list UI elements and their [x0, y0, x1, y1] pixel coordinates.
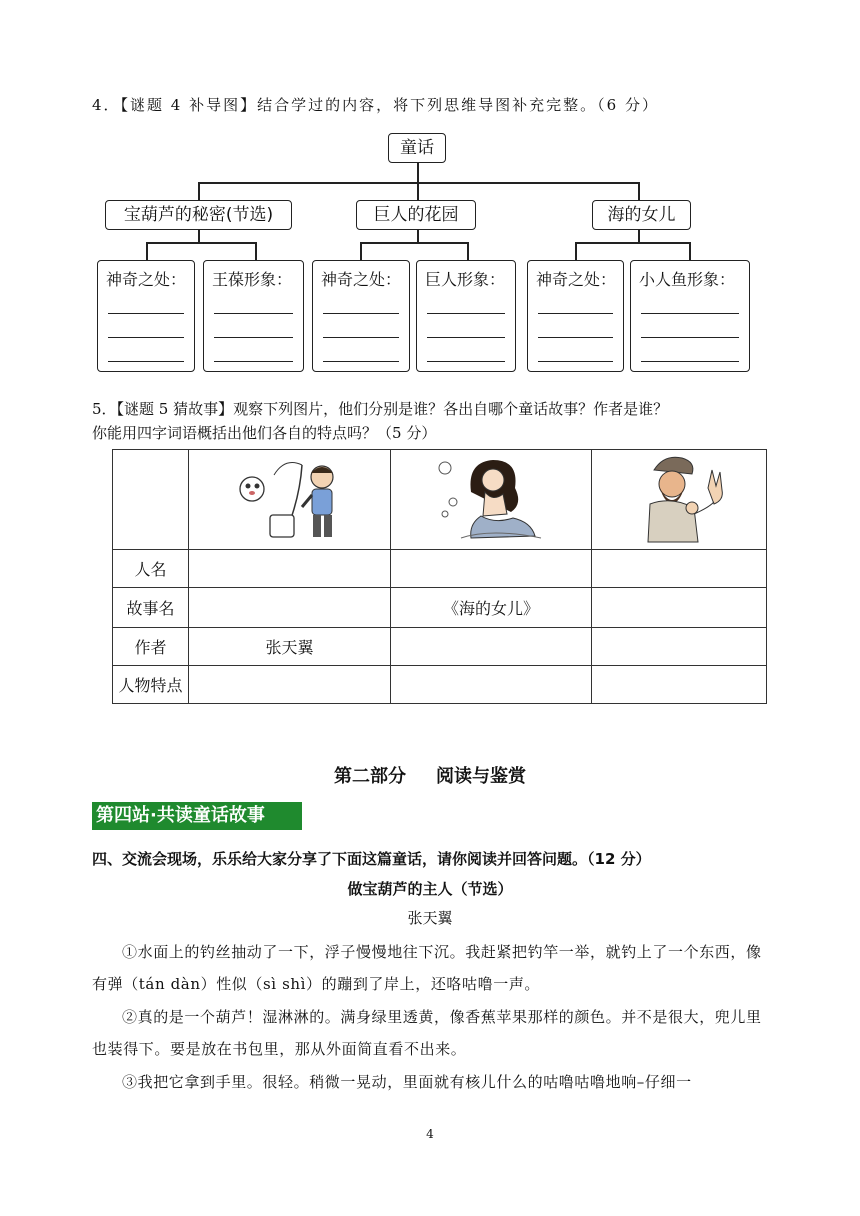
part-title: 阅读与鉴赏 — [436, 766, 526, 787]
question-5-line2: 你能用四字词语概括出他们各自的特点吗？（5 分） — [92, 424, 437, 442]
answer-line — [641, 337, 739, 338]
connector — [417, 229, 419, 243]
connector — [198, 182, 639, 184]
answer-line — [538, 361, 613, 362]
table-row — [113, 666, 767, 704]
little-mermaid-illustration — [431, 452, 551, 544]
answer-line — [427, 337, 505, 338]
page-number: 4 — [426, 1127, 434, 1141]
connector — [575, 242, 690, 244]
branch-title: 宝葫芦的秘密(节选) — [105, 200, 292, 230]
leaf-label: 王葆形象： — [212, 270, 293, 289]
connector — [198, 229, 200, 243]
answer-line — [108, 361, 184, 362]
table-cell — [391, 666, 592, 704]
leaf-label: 神奇之处： — [321, 270, 402, 289]
row-label: 故事名 — [113, 588, 189, 628]
row-label: 人物特点 — [113, 666, 189, 704]
table-cell — [189, 450, 391, 550]
table-cell — [592, 666, 767, 704]
answer-line — [323, 361, 399, 362]
question-5 — [92, 397, 772, 445]
answer-line — [427, 313, 505, 314]
connector — [146, 242, 148, 260]
station-banner: 第四站·共读童话故事 — [92, 802, 302, 830]
answer-line — [538, 337, 613, 338]
leaf-label: 小人鱼形象： — [639, 270, 736, 289]
connector — [360, 242, 362, 260]
table-cell: 张天翼 — [189, 628, 391, 666]
passage-paragraph: ①水面上的钓丝抽动了一下，浮子慢慢地往下沉。我赶紧把钓竿一举，就钓上了一个东西，像有弹（tán dàn）性似（sì shì）的蹦到了岸上，还咯咕噜一声。 — [92, 943, 762, 993]
answer-line — [214, 313, 293, 314]
question-5-line1: 5．【谜题 5 猜故事】观察下列图片，他们分别是谁？各出自哪个童话故事？作者是谁？ — [92, 400, 669, 418]
answer-line — [323, 313, 399, 314]
table-cell — [189, 666, 391, 704]
connector — [198, 182, 200, 200]
connector — [575, 242, 577, 260]
answer-line — [214, 337, 293, 338]
mind-map-root: 童话 — [388, 133, 446, 163]
answer-line — [323, 337, 399, 338]
section-4-heading: 四、交流会现场，乐乐给大家分享了下面这篇童话，请你阅读并回答问题。（12 分） — [92, 850, 651, 868]
table-cell — [189, 588, 391, 628]
table-row — [113, 550, 767, 588]
table-cell — [592, 588, 767, 628]
table-row — [113, 588, 767, 628]
part-heading — [0, 762, 860, 788]
answer-line — [641, 361, 739, 362]
leaf-label: 巨人形象： — [425, 270, 506, 289]
table-cell — [391, 450, 592, 550]
branch-title: 巨人的花园 — [356, 200, 476, 230]
answer-line — [538, 313, 613, 314]
connector — [417, 163, 419, 183]
passage-paragraph: ②真的是一个葫芦！湿淋淋的。满身绿里透黄，像香蕉苹果那样的颜色。并不是很大，兜儿里也装得下。要是放在书包里，那从外面简直看不出来。 — [92, 1008, 762, 1058]
passage-title: 做宝葫芦的主人（节选） — [347, 880, 513, 898]
answer-line — [427, 361, 505, 362]
connector — [467, 242, 469, 260]
connector — [638, 182, 640, 200]
answer-line — [214, 361, 293, 362]
question-4: 4．【谜题 4 补导图】结合学过的内容，将下列思维导图补充完整。（6 分） — [92, 96, 659, 114]
leaf-box — [527, 260, 624, 372]
answer-line — [641, 313, 739, 314]
leaf-label: 神奇之处： — [106, 270, 187, 289]
row-label: 作者 — [113, 628, 189, 666]
table-row-images — [113, 450, 767, 550]
leaf-box — [416, 260, 516, 372]
branch-title: 海的女儿 — [592, 200, 691, 230]
connector — [638, 229, 640, 243]
connector — [417, 182, 419, 200]
table-cell — [113, 450, 189, 550]
table-row — [113, 628, 767, 666]
table-cell — [391, 550, 592, 588]
passage-author: 张天翼 — [407, 909, 453, 927]
leaf-label: 神奇之处： — [536, 270, 617, 289]
passage-paragraph: ③我把它拿到手里。很轻。稍微一晃动，里面就有核儿什么的咕噜咕噜地响–仔细一 — [122, 1073, 692, 1091]
giant-illustration — [624, 452, 734, 544]
leaf-box — [203, 260, 304, 372]
connector — [360, 242, 468, 244]
connector — [689, 242, 691, 260]
table-cell — [189, 550, 391, 588]
leaf-box — [312, 260, 410, 372]
table-cell: 《海的女儿》 — [391, 588, 592, 628]
connector — [255, 242, 257, 260]
boy-with-gourd-illustration — [230, 455, 350, 541]
table-cell — [391, 628, 592, 666]
character-table — [112, 449, 767, 704]
row-label: 人名 — [113, 550, 189, 588]
table-cell — [592, 628, 767, 666]
table-cell — [592, 450, 767, 550]
answer-line — [108, 337, 184, 338]
connector — [146, 242, 256, 244]
leaf-box — [630, 260, 750, 372]
table-cell — [592, 550, 767, 588]
answer-line — [108, 313, 184, 314]
part-label: 第二部分 — [334, 766, 406, 787]
leaf-box — [97, 260, 195, 372]
